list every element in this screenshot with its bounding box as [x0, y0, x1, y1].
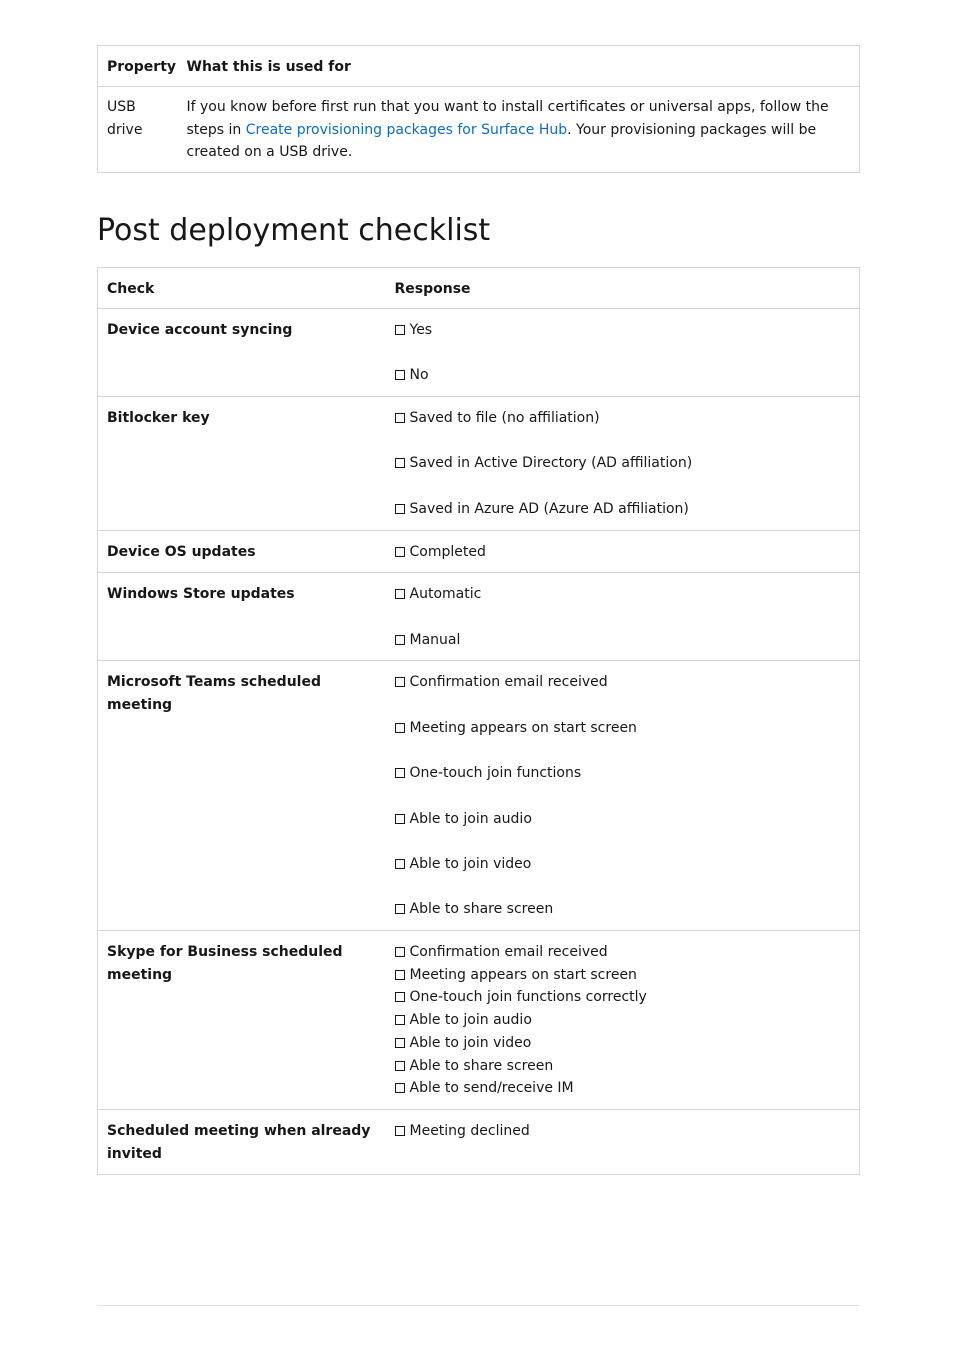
header-response: Response: [394, 281, 471, 297]
checkbox-icon[interactable]: [395, 635, 405, 645]
header-used-for: What this is used for: [186, 59, 351, 75]
table-row: [98, 397, 860, 530]
option-label: One-touch join functions correctly: [409, 989, 647, 1006]
response-option[interactable]: [395, 762, 851, 785]
response-options: [386, 309, 860, 397]
response-option[interactable]: [395, 498, 851, 521]
checkbox-icon[interactable]: [395, 1126, 405, 1136]
option-label: Meeting declined: [409, 1122, 530, 1139]
option-label: Meeting appears on start screen: [409, 719, 637, 736]
response-options: [386, 530, 860, 573]
option-label: Saved to file (no affiliation): [409, 410, 600, 427]
response-option[interactable]: [395, 964, 851, 987]
response-option[interactable]: [395, 808, 851, 831]
option-label: Able to send/receive IM: [409, 1080, 574, 1097]
option-label: Able to share screen: [409, 901, 554, 918]
response-options: [386, 931, 860, 1110]
checklist-container: [97, 267, 860, 1175]
response-option[interactable]: [395, 1032, 851, 1055]
checkbox-icon[interactable]: [395, 1061, 405, 1071]
table-row: [98, 573, 860, 661]
checklist-header-row: [98, 268, 860, 309]
table-row: [98, 661, 860, 931]
checkbox-icon[interactable]: [395, 970, 405, 980]
footer-divider: [97, 1305, 859, 1306]
response-option[interactable]: [395, 1120, 851, 1143]
option-label: Able to join video: [409, 1034, 532, 1051]
check-label: Device account syncing: [98, 309, 386, 397]
checkbox-icon[interactable]: [395, 677, 405, 687]
check-label: Windows Store updates: [98, 573, 386, 661]
option-label: Confirmation email received: [409, 944, 608, 961]
description-text-before: If you know before first run that you want to install certificates or universal apps, follow the steps in: [186, 99, 829, 138]
option-label: Saved in Azure AD (Azure AD affiliation): [409, 500, 689, 517]
properties-header-row: [98, 46, 860, 87]
option-label: Meeting appears on start screen: [409, 966, 637, 983]
description-text-after: . Your provisioning packages will be created on a USB drive.: [186, 121, 817, 161]
response-option[interactable]: [395, 671, 851, 694]
checkbox-icon[interactable]: [395, 859, 405, 869]
response-options: [386, 397, 860, 530]
checkbox-icon[interactable]: [395, 1015, 405, 1025]
checkbox-icon[interactable]: [395, 370, 405, 380]
option-label: No: [409, 367, 429, 384]
provisioning-packages-link[interactable]: Create provisioning packages for Surface Hub: [245, 121, 568, 138]
response-option[interactable]: [395, 541, 851, 564]
option-label: Able to join audio: [409, 810, 532, 827]
header-check: Check: [107, 281, 155, 297]
table-row: [98, 931, 860, 1110]
check-label: Device OS updates: [98, 530, 386, 573]
check-label: Scheduled meeting when already invited: [98, 1109, 386, 1174]
checkbox-icon[interactable]: [395, 547, 405, 557]
checkbox-icon[interactable]: [395, 992, 405, 1002]
check-label: Bitlocker key: [98, 397, 386, 530]
option-label: Completed: [409, 543, 486, 560]
response-option[interactable]: [395, 319, 851, 342]
checkbox-icon[interactable]: [395, 1038, 405, 1048]
response-option[interactable]: [395, 853, 851, 876]
check-label: Microsoft Teams scheduled meeting: [98, 661, 386, 931]
check-label: Skype for Business scheduled meeting: [98, 931, 386, 1110]
response-options: [386, 661, 860, 931]
checkbox-icon[interactable]: [395, 504, 405, 514]
checkbox-icon[interactable]: [395, 458, 405, 468]
description-cell: [178, 87, 860, 173]
response-option[interactable]: [395, 583, 851, 606]
property-cell: USB drive: [98, 87, 178, 173]
response-option[interactable]: [395, 407, 851, 430]
response-option[interactable]: [395, 898, 851, 921]
checkbox-icon[interactable]: [395, 1083, 405, 1093]
option-label: Saved in Active Directory (AD affiliation): [409, 455, 693, 472]
response-option[interactable]: [395, 717, 851, 740]
option-label: Able to join audio: [409, 1012, 532, 1029]
response-option[interactable]: [395, 941, 851, 964]
table-row: [98, 87, 860, 173]
response-options: [386, 573, 860, 661]
checkbox-icon[interactable]: [395, 947, 405, 957]
checkbox-icon[interactable]: [395, 904, 405, 914]
response-option[interactable]: [395, 1077, 851, 1100]
checkbox-icon[interactable]: [395, 814, 405, 824]
response-option[interactable]: [395, 452, 851, 475]
checkbox-icon[interactable]: [395, 768, 405, 778]
table-row: [98, 309, 860, 397]
response-option[interactable]: [395, 1009, 851, 1032]
properties-table: [97, 45, 860, 173]
checkbox-icon[interactable]: [395, 589, 405, 599]
option-label: Able to share screen: [409, 1057, 554, 1074]
response-option[interactable]: [395, 629, 851, 652]
response-options: [386, 1109, 860, 1174]
table-row: [98, 530, 860, 573]
response-option[interactable]: [395, 1055, 851, 1078]
option-label: One-touch join functions: [409, 765, 582, 782]
option-label: Able to join video: [409, 855, 532, 872]
section-title: Post deployment checklist: [97, 213, 491, 248]
option-label: Manual: [409, 631, 461, 648]
response-option[interactable]: [395, 364, 851, 387]
checklist-table: [97, 267, 860, 1175]
option-label: Automatic: [409, 586, 482, 603]
option-label: Confirmation email received: [409, 674, 608, 691]
header-property: Property: [107, 59, 177, 75]
checkbox-icon[interactable]: [395, 413, 405, 423]
checkbox-icon[interactable]: [395, 723, 405, 733]
document-page: [97, 45, 859, 1162]
option-label: Yes: [409, 322, 433, 338]
response-option[interactable]: [395, 986, 851, 1009]
table-row: [98, 1109, 860, 1174]
checkbox-icon[interactable]: [395, 325, 405, 335]
checklist-body: [98, 309, 860, 1175]
